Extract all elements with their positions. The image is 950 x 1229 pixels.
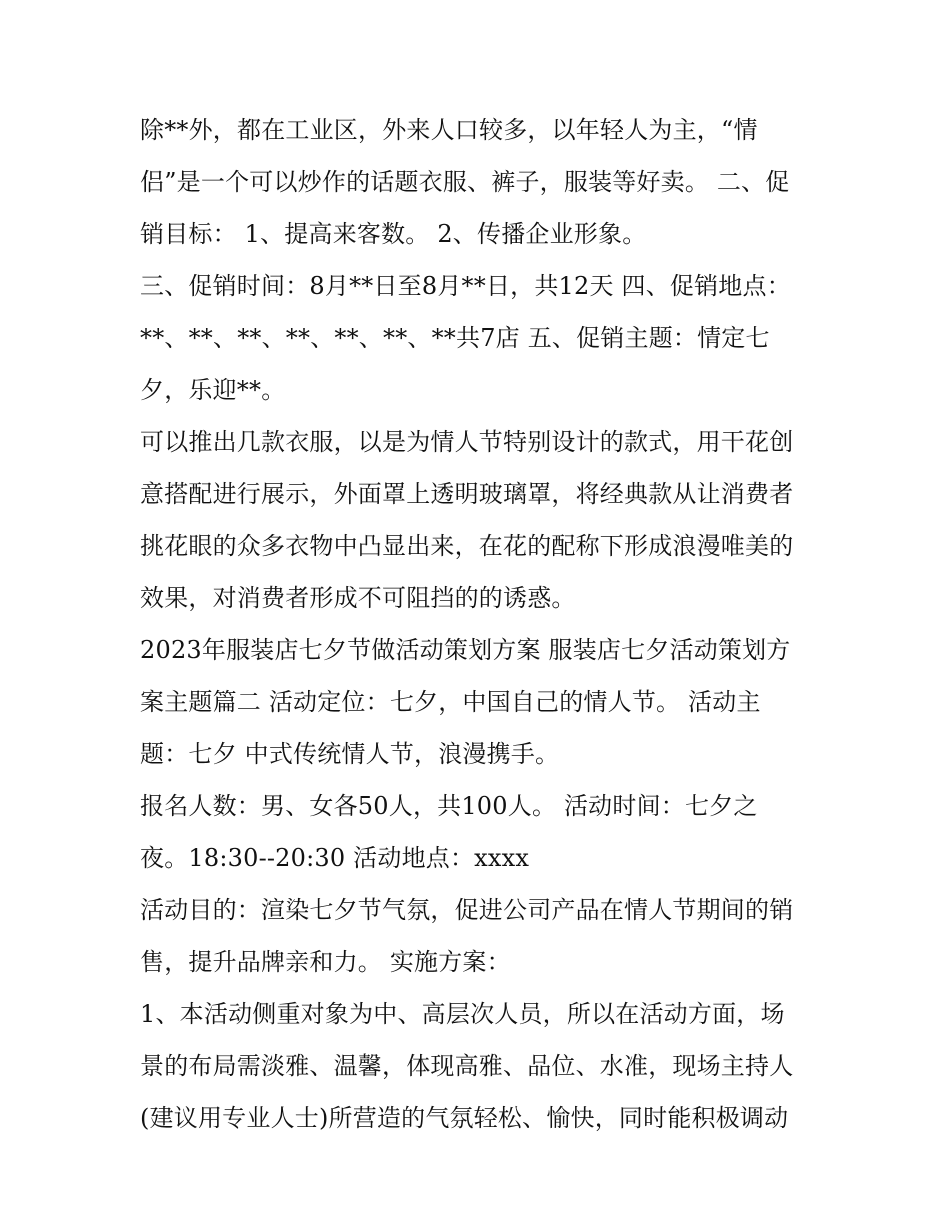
text-line: 报名人数：男、女各50人，共100人。 活动时间：七夕之: [140, 792, 758, 820]
text-line: (建议用专业人士)所营造的气氛轻松、愉快，同时能积极调动: [140, 1104, 789, 1132]
text-line: 景的布局需淡雅、温馨，体现高雅、品位、水准，现场主持人: [140, 1052, 794, 1080]
text-line: 可以推出几款衣服，以是为情人节特别设计的款式，用干花创: [140, 428, 794, 456]
text-line: 三、促销时间：8月**日至8月**日，共12天 四、促销地点：: [140, 272, 791, 300]
text-line: 意搭配进行展示，外面罩上透明玻璃罩，将经典款从让消费者: [140, 480, 794, 508]
text-line: 除**外，都在工业区，外来人口较多，以年轻人为主，“情: [140, 116, 758, 144]
text-line: 效果，对消费者形成不可阻挡的的诱惑。: [140, 584, 576, 612]
text-line: 挑花眼的众多衣物中凸显出来，在花的配称下形成浪漫唯美的: [140, 532, 794, 560]
text-line: 夜。18:30--20:30 活动地点：xxxx: [140, 844, 530, 872]
text-line: 活动目的：渲染七夕节气氛，促进公司产品在情人节期间的销: [140, 896, 794, 924]
text-line: 夕，乐迎**。: [140, 376, 286, 404]
document-body: [140, 104, 820, 1144]
text-line: 题：七夕 中式传统情人节，浪漫携手。: [140, 740, 560, 768]
text-line: 侣”是一个可以炒作的话题衣服、裤子，服装等好卖。 二、促: [140, 168, 790, 196]
text-line: 售，提升品牌亲和力。 实施方案：: [140, 948, 511, 976]
text-line: 2023年服装店七夕节做活动策划方案 服装店七夕活动策划方: [140, 636, 791, 664]
text-line: 销目标： 1、提高来客数。 2、传播企业形象。: [140, 220, 647, 248]
text-line: 案主题篇二 活动定位：七夕，中国自己的情人节。 活动主: [140, 688, 761, 716]
text-line: **、**、**、**、**、**、**共7店 五、促销主题：情定七: [140, 324, 770, 352]
text-line: 1、本活动侧重对象为中、高层次人员，所以在活动方面，场: [140, 1000, 785, 1028]
